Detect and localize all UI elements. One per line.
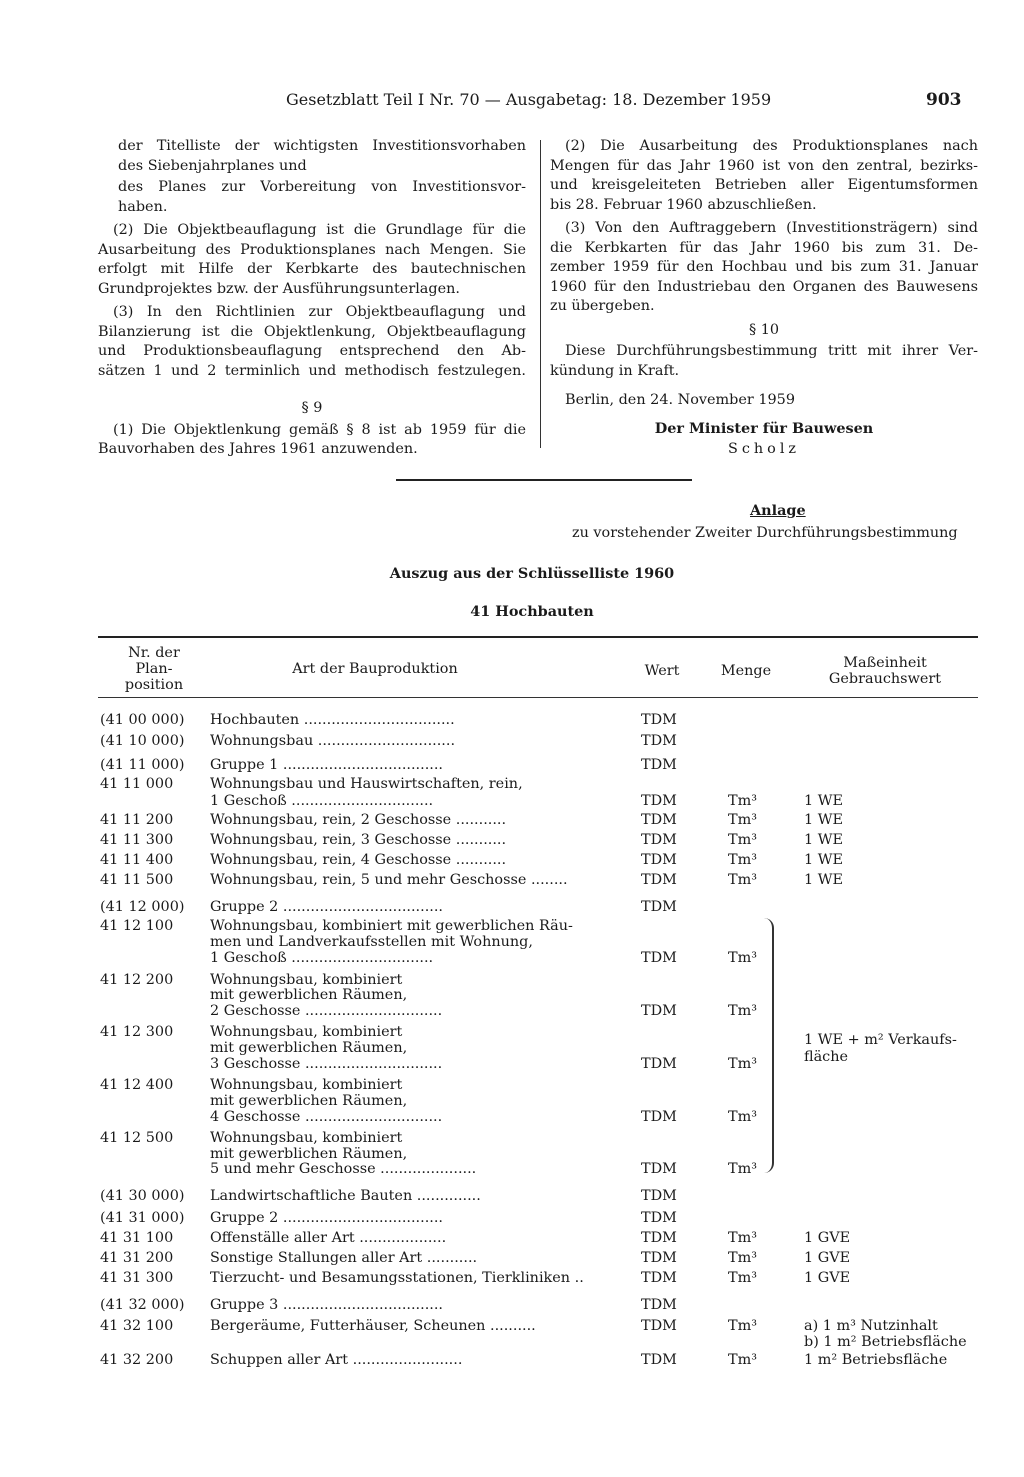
list-item (98, 178, 526, 217)
cell-art: Wohnungsbau, kombiniert (210, 1130, 403, 1146)
annex-subtitle: zu vorstehender Zweiter Durchführungsbestimmung (572, 525, 958, 541)
cell-wert: TDM (641, 1210, 677, 1226)
text-line: (3) Von den Auftraggebern (Investitionsträgern) sind (565, 220, 978, 236)
header-nr-line: position (124, 677, 184, 693)
cell-art: mit gewerblichen Räumen, (210, 1093, 408, 1109)
annex-heading: Auszug aus der Schlüsselliste 1960 (389, 565, 675, 582)
header-wert: Wert (644, 663, 680, 679)
grouping-brace (762, 918, 774, 1173)
text-line: zu übergeben. (550, 298, 655, 314)
cell-art: Gruppe 1 ................................... (210, 757, 443, 773)
text-line: Grundprojektes bzw. der Ausführungsunterlagen. (98, 280, 460, 297)
text-line: (2) Die Ausarbeitung des Produktionsplanes nach (565, 138, 978, 154)
table-row (0, 1351, 1024, 1369)
table-row (0, 711, 1024, 729)
cell-nr: (41 11 000) (100, 757, 185, 773)
cell-wert: TDM (641, 1250, 677, 1266)
table-row (0, 898, 1024, 916)
cell-mass: 1 WE (804, 852, 844, 868)
cell-mass: 1 GVE (804, 1270, 851, 1286)
cell-nr: 41 12 300 (100, 1024, 174, 1040)
cell-mass: 1 WE (804, 812, 844, 828)
cell-nr: (41 31 000) (100, 1210, 185, 1226)
cell-nr: 41 11 000 (100, 776, 174, 792)
cell-mass: 1 GVE (804, 1230, 851, 1246)
signatory-title: Der Minister für Bauwesen (654, 419, 874, 437)
text-line: kündung in Kraft. (550, 362, 680, 379)
text-line: (3) In den Richtlinien zur Objektbeauflagung und (113, 304, 526, 320)
cell-mass: 1 GVE (804, 1250, 851, 1266)
paragraph (550, 342, 978, 381)
signatory-name: Scholz (727, 441, 801, 457)
cell-mass: 1 WE (804, 872, 844, 888)
cell-art: 5 und mehr Geschosse ..................... (210, 1161, 477, 1177)
cell-wert: TDM (641, 793, 677, 809)
text-line: des Planes zur Vorbereitung von Investitionsvor- (118, 179, 526, 195)
cell-art: Tierzucht- und Besamungsstationen, Tierkliniken .. (210, 1270, 584, 1286)
cell-menge: Tm³ (728, 1270, 758, 1286)
paragraph (550, 219, 978, 317)
cell-art: mit gewerblichen Räumen, (210, 1146, 408, 1162)
header-menge: Menge (720, 663, 772, 679)
text-line: bis 28. Februar 1960 abzuschließen. (550, 196, 817, 213)
table-row (0, 1333, 1024, 1351)
cell-wert: TDM (641, 712, 677, 728)
cell-menge: Tm³ (728, 852, 758, 868)
cell-wert: TDM (641, 1109, 677, 1125)
cell-menge: Tm³ (728, 812, 758, 828)
cell-art: men und Landverkaufsstellen mit Wohnung, (210, 934, 533, 950)
cell-menge: Tm³ (728, 1056, 758, 1072)
cell-nr: (41 32 000) (100, 1297, 185, 1313)
header-nr-line: Nr. der (128, 645, 180, 661)
cell-wert: TDM (641, 733, 677, 749)
cell-menge: Tm³ (728, 1352, 758, 1368)
cell-wert: TDM (641, 1161, 677, 1177)
cell-nr: (41 30 000) (100, 1188, 185, 1204)
table-row (0, 1296, 1024, 1314)
text-line: (1) Die Objektlenkung gemäß § 8 ist ab 1959 für die (113, 421, 526, 438)
cell-nr: 41 11 400 (100, 852, 174, 868)
cell-nr: 41 11 300 (100, 832, 174, 848)
header-nr (98, 645, 210, 693)
cell-art: Wohnungsbau, kombiniert (210, 972, 403, 988)
text-line: sätzen 1 und 2 terminlich und methodisch festzulegen. (98, 362, 526, 379)
place-date: Berlin, den 24. November 1959 (565, 392, 795, 408)
cell-nr: 41 32 100 (100, 1318, 174, 1334)
paragraph (98, 421, 526, 460)
cell-art: mit gewerblichen Räumen, (210, 1040, 408, 1056)
table-row (0, 851, 1024, 869)
cell-wert: TDM (641, 1188, 677, 1204)
text-line: 1960 für den Industriebau den Organen des Bauwesens (550, 278, 978, 295)
cell-wert: TDM (641, 832, 677, 848)
left-column (98, 137, 526, 460)
cell-art: Wohnungsbau .............................. (210, 733, 456, 749)
table-row (0, 1229, 1024, 1247)
text-line: erfolgt mit Hilfe der Kerbkarte des bautechnischen (98, 261, 526, 277)
cell-art: Gruppe 2 ................................... (210, 899, 443, 915)
cell-art: Offenställe aller Art ................... (210, 1230, 447, 1246)
cell-nr: 41 11 200 (100, 812, 174, 828)
cell-art: Wohnungsbau, rein, 3 Geschosse ........... (210, 832, 507, 848)
cell-art: Gruppe 2 ................................... (210, 1210, 443, 1226)
cell-mass: 1 WE (804, 832, 844, 848)
brace-note-line: fläche (804, 1049, 849, 1065)
cell-menge: Tm³ (728, 1250, 758, 1266)
table-row (0, 1269, 1024, 1287)
text-line: die Kerbkarten für das Jahr 1960 bis zum 31. De- (550, 239, 978, 256)
table-top-rule (98, 636, 978, 638)
page-number: 903 (926, 90, 962, 110)
text-line: haben. (118, 198, 168, 215)
cell-art: 4 Geschosse .............................. (210, 1109, 443, 1125)
cell-menge: Tm³ (728, 1003, 758, 1019)
section-divider (396, 479, 692, 481)
cell-art: Wohnungsbau, kombiniert (210, 1077, 403, 1093)
header-mass (800, 655, 970, 687)
cell-art: Bergeräume, Futterhäuser, Scheunen .......... (210, 1318, 536, 1334)
table-header-rule (98, 697, 978, 698)
cell-art: Schuppen aller Art ........................ (210, 1352, 463, 1368)
cell-menge: Tm³ (728, 872, 758, 888)
running-header: Gesetzblatt Teil I Nr. 70 — Ausgabetag: 18. Dezember 1959 (286, 90, 772, 109)
cell-art: Sonstige Stallungen aller Art ........... (210, 1250, 478, 1266)
cell-menge: Tm³ (728, 832, 758, 848)
table-row (0, 831, 1024, 849)
cell-nr: 41 12 100 (100, 918, 174, 934)
brace-note (804, 1032, 957, 1066)
list-item (98, 137, 526, 176)
text-line: und kreisgeleiteten Betrieben aller Eigentumsformen (550, 177, 978, 193)
cell-wert: TDM (641, 1003, 677, 1019)
cell-menge: Tm³ (728, 950, 758, 966)
cell-mass: a) 1 m³ Nutzinhalt (804, 1318, 938, 1334)
text-line: (2) Die Objektbeauflagung ist die Grundlage für die (113, 222, 526, 238)
cell-art: Wohnungsbau, kombiniert mit gewerblichen Räu- (210, 918, 573, 934)
cell-nr: (41 12 000) (100, 899, 185, 915)
table-row (0, 792, 1024, 810)
cell-nr: 41 32 200 (100, 1352, 174, 1368)
cell-nr: 41 31 200 (100, 1250, 174, 1266)
cell-menge: Tm³ (728, 1318, 758, 1334)
cell-mass: 1 WE (804, 793, 844, 809)
cell-art: mit gewerblichen Räumen, (210, 987, 408, 1003)
table-row (0, 1249, 1024, 1267)
cell-mass: b) 1 m² Betriebsfläche (804, 1334, 967, 1350)
cell-art: Wohnungsbau, rein, 4 Geschosse ........... (210, 852, 507, 868)
text-line: der Titelliste der wichtigsten Investitionsvorhaben (118, 138, 526, 154)
header-art: Art der Bauproduktion (292, 661, 458, 677)
text-line: des Siebenjahrplanes und (118, 157, 307, 174)
cell-nr: 41 31 100 (100, 1230, 174, 1246)
column-divider (540, 140, 541, 448)
cell-nr: (41 10 000) (100, 733, 185, 749)
text-line: Bilanzierung ist die Objektlenkung, Objektbeauflagung (98, 323, 526, 340)
section-heading: § 10 (748, 321, 780, 338)
cell-art: Wohnungsbau, rein, 5 und mehr Geschosse ........ (210, 872, 568, 888)
cell-nr: 41 12 400 (100, 1077, 174, 1093)
cell-nr: 41 12 200 (100, 972, 174, 988)
table-row (0, 1002, 1024, 1020)
cell-wert: TDM (641, 1297, 677, 1313)
cell-nr: (41 00 000) (100, 712, 185, 728)
cell-wert: TDM (641, 1318, 677, 1334)
cell-wert: TDM (641, 757, 677, 773)
cell-nr: 41 11 500 (100, 872, 174, 888)
cell-nr: 41 31 300 (100, 1270, 174, 1286)
cell-nr: 41 12 500 (100, 1130, 174, 1146)
table-row (0, 949, 1024, 967)
table-header (0, 645, 1024, 695)
header-mass-line: Gebrauchswert (828, 671, 942, 687)
cell-wert: TDM (641, 899, 677, 915)
cell-wert: TDM (641, 1230, 677, 1246)
table-row (0, 1187, 1024, 1205)
paragraph (550, 137, 978, 215)
cell-wert: TDM (641, 1270, 677, 1286)
right-column (550, 137, 978, 460)
cell-art: Gruppe 3 ................................... (210, 1297, 443, 1313)
cell-menge: Tm³ (728, 1161, 758, 1177)
brace-note-line: 1 WE + m² Verkaufs- (804, 1032, 957, 1048)
cell-menge: Tm³ (728, 1230, 758, 1246)
annex-title: Anlage (750, 502, 806, 519)
cell-mass: 1 m² Betriebsfläche (804, 1352, 948, 1368)
cell-wert: TDM (641, 1352, 677, 1368)
table-row (0, 775, 1024, 793)
section-heading: § 9 (301, 400, 323, 416)
table-row (0, 871, 1024, 889)
cell-art: Wohnungsbau, kombiniert (210, 1024, 403, 1040)
table-row (0, 1160, 1024, 1178)
cell-art: 1 Geschoß ............................... (210, 793, 434, 809)
table-row (0, 811, 1024, 829)
text-line: und Produktionsbeauflagung entsprechend den Ab- (98, 343, 526, 359)
table-row (0, 1209, 1024, 1227)
cell-art: Wohnungsbau, rein, 2 Geschosse ........... (210, 812, 507, 828)
text-line: zember 1959 für den Hochbau und bis zum 31. Januar (550, 259, 978, 275)
text-line: Diese Durchführungsbestimmung tritt mit ihrer Ver- (565, 343, 978, 359)
cell-art: 1 Geschoß ............................... (210, 950, 434, 966)
cell-art: Landwirtschaftliche Bauten .............. (210, 1188, 481, 1204)
table-row (0, 732, 1024, 750)
cell-menge: Tm³ (728, 793, 758, 809)
table-row (0, 1108, 1024, 1126)
cell-wert: TDM (641, 950, 677, 966)
table-row (0, 756, 1024, 774)
cell-wert: TDM (641, 872, 677, 888)
cell-art: 2 Geschosse .............................. (210, 1003, 443, 1019)
header-mass-line: Maßeinheit (843, 655, 927, 671)
text-line: Ausarbeitung des Produktionsplanes nach Mengen. Sie (98, 241, 526, 258)
cell-art: Hochbauten ................................. (210, 712, 455, 728)
cell-wert: TDM (641, 1056, 677, 1072)
cell-wert: TDM (641, 812, 677, 828)
paragraph (98, 221, 526, 299)
text-line: Mengen für das Jahr 1960 ist von den zentral, bezirks- (550, 157, 978, 174)
text-line: Bauvorhaben des Jahres 1961 anzuwenden. (98, 441, 418, 457)
paragraph (98, 303, 526, 381)
cell-menge: Tm³ (728, 1109, 758, 1125)
cell-art: Wohnungsbau und Hauswirtschaften, rein, (210, 776, 523, 792)
cell-art: 3 Geschosse .............................. (210, 1056, 443, 1072)
annex-subheading: 41 Hochbauten (470, 603, 594, 620)
cell-wert: TDM (641, 852, 677, 868)
header-nr-line: Plan- (135, 661, 173, 677)
